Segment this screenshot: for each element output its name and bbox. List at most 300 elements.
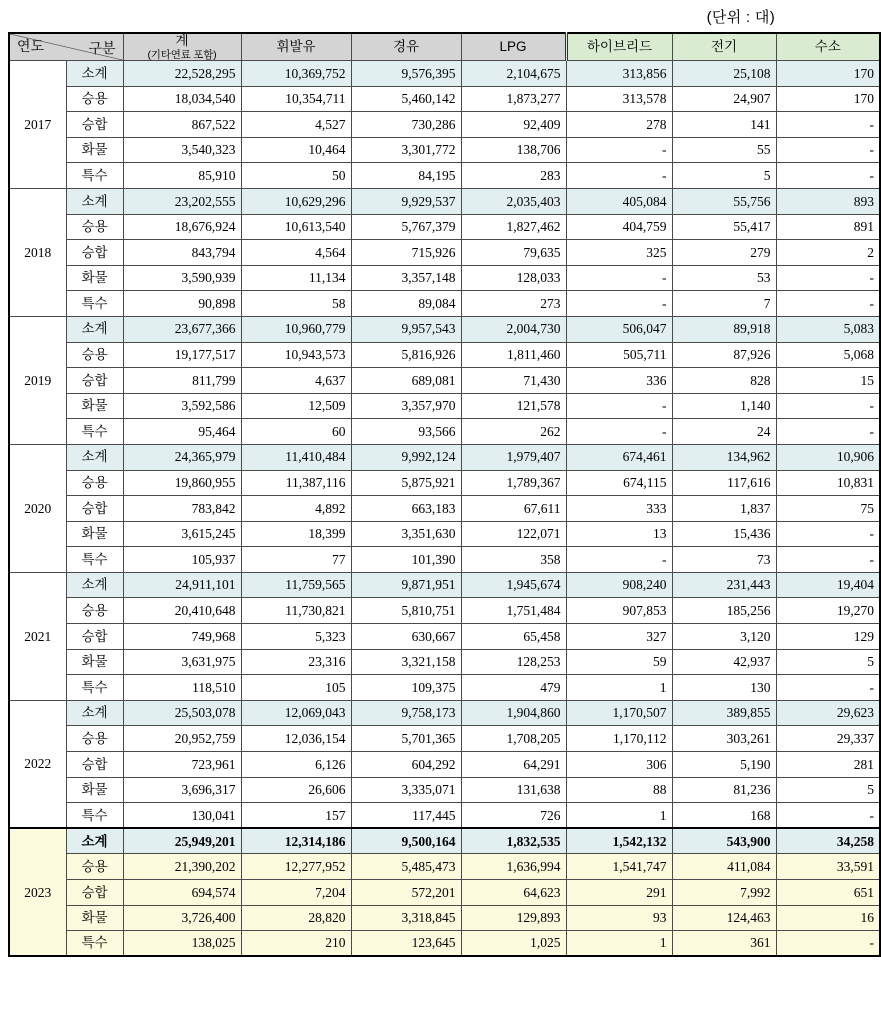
cell-hydrogen: 170	[776, 86, 880, 112]
cell-electric: 24,907	[672, 86, 776, 112]
corner-category-label: 구분	[88, 40, 116, 56]
cell-electric: 117,616	[672, 470, 776, 496]
cell-hybrid: 278	[566, 112, 672, 138]
column-header-lpg: LPG	[461, 33, 566, 61]
cell-hybrid: 59	[566, 649, 672, 675]
cell-hybrid: 1,170,507	[566, 700, 672, 726]
cell-lpg: 64,291	[461, 752, 566, 778]
table-row	[9, 905, 880, 931]
table-row	[9, 86, 880, 112]
cell-total: 3,696,317	[123, 777, 241, 803]
table-row	[9, 854, 880, 880]
category-cell: 화물	[66, 649, 123, 675]
cell-lpg: 1,708,205	[461, 726, 566, 752]
cell-electric: 3,120	[672, 624, 776, 650]
cell-hybrid: 1,170,112	[566, 726, 672, 752]
table-row	[9, 163, 880, 189]
table-row	[9, 214, 880, 240]
cell-hybrid: 336	[566, 368, 672, 394]
cell-electric: 303,261	[672, 726, 776, 752]
category-cell: 특수	[66, 291, 123, 317]
header-row	[9, 33, 880, 61]
category-cell: 승용	[66, 470, 123, 496]
category-cell: 소계	[66, 444, 123, 470]
category-cell: 특수	[66, 803, 123, 829]
cell-diesel: 9,576,395	[351, 61, 461, 87]
cell-electric: 15,436	[672, 521, 776, 547]
year-cell-2023: 2023	[9, 828, 66, 956]
cell-hybrid: 506,047	[566, 316, 672, 342]
year-cell-2020: 2020	[9, 444, 66, 572]
cell-hybrid: 405,084	[566, 188, 672, 214]
cell-electric: 168	[672, 803, 776, 829]
year-cell-2022: 2022	[9, 700, 66, 828]
cell-hydrogen: -	[776, 393, 880, 419]
category-cell: 소계	[66, 188, 123, 214]
cell-electric: 42,937	[672, 649, 776, 675]
table-row	[9, 265, 880, 291]
cell-diesel: 3,335,071	[351, 777, 461, 803]
cell-gasoline: 10,369,752	[241, 61, 351, 87]
category-cell: 소계	[66, 700, 123, 726]
cell-total: 19,177,517	[123, 342, 241, 368]
table-row	[9, 624, 880, 650]
cell-hybrid: -	[566, 265, 672, 291]
cell-hydrogen: 10,831	[776, 470, 880, 496]
category-cell: 승용	[66, 86, 123, 112]
cell-diesel: 715,926	[351, 240, 461, 266]
cell-total: 3,592,586	[123, 393, 241, 419]
cell-lpg: 1,832,535	[461, 828, 566, 854]
table-row	[9, 649, 880, 675]
table-row	[9, 368, 880, 394]
category-cell: 특수	[66, 931, 123, 957]
category-cell: 특수	[66, 675, 123, 701]
cell-total: 105,937	[123, 547, 241, 573]
table-row	[9, 137, 880, 163]
cell-gasoline: 26,606	[241, 777, 351, 803]
cell-gasoline: 11,134	[241, 265, 351, 291]
cell-electric: 231,443	[672, 572, 776, 598]
cell-hydrogen: 10,906	[776, 444, 880, 470]
cell-lpg: 262	[461, 419, 566, 445]
cell-gasoline: 12,277,952	[241, 854, 351, 880]
cell-gasoline: 23,316	[241, 649, 351, 675]
table-row	[9, 828, 880, 854]
cell-hybrid: 1	[566, 931, 672, 957]
column-header-hydrogen: 수소	[776, 33, 880, 61]
cell-gasoline: 210	[241, 931, 351, 957]
cell-gasoline: 58	[241, 291, 351, 317]
table-row	[9, 419, 880, 445]
cell-electric: 5	[672, 163, 776, 189]
category-cell: 소계	[66, 316, 123, 342]
cell-hydrogen: -	[776, 265, 880, 291]
category-cell: 승합	[66, 112, 123, 138]
cell-hydrogen: 129	[776, 624, 880, 650]
cell-hybrid: 13	[566, 521, 672, 547]
cell-gasoline: 10,629,296	[241, 188, 351, 214]
table-row	[9, 777, 880, 803]
cell-electric: 73	[672, 547, 776, 573]
cell-diesel: 3,318,845	[351, 905, 461, 931]
cell-hydrogen: 19,404	[776, 572, 880, 598]
cell-total: 95,464	[123, 419, 241, 445]
cell-diesel: 109,375	[351, 675, 461, 701]
cell-electric: 279	[672, 240, 776, 266]
cell-total: 23,202,555	[123, 188, 241, 214]
category-cell: 소계	[66, 572, 123, 598]
category-cell: 소계	[66, 61, 123, 87]
cell-lpg: 1,904,860	[461, 700, 566, 726]
column-header-total-label: 계	[175, 33, 189, 48]
year-cell-2017: 2017	[9, 61, 66, 189]
table-body	[9, 61, 880, 957]
table-row	[9, 342, 880, 368]
cell-diesel: 3,321,158	[351, 649, 461, 675]
cell-total: 3,590,939	[123, 265, 241, 291]
cell-hydrogen: 15	[776, 368, 880, 394]
cell-diesel: 5,767,379	[351, 214, 461, 240]
unit-caption: (단위 : 대)	[706, 8, 775, 26]
cell-total: 24,365,979	[123, 444, 241, 470]
cell-lpg: 1,945,674	[461, 572, 566, 598]
cell-hybrid: 93	[566, 905, 672, 931]
cell-diesel: 84,195	[351, 163, 461, 189]
category-cell: 특수	[66, 163, 123, 189]
cell-lpg: 1,751,484	[461, 598, 566, 624]
cell-hydrogen: -	[776, 931, 880, 957]
category-cell: 승합	[66, 240, 123, 266]
cell-diesel: 604,292	[351, 752, 461, 778]
category-cell: 승용	[66, 598, 123, 624]
cell-lpg: 1,811,460	[461, 342, 566, 368]
category-cell: 승합	[66, 624, 123, 650]
corner-header-cell	[9, 33, 123, 61]
cell-electric: 361	[672, 931, 776, 957]
cell-lpg: 64,623	[461, 880, 566, 906]
cell-diesel: 689,081	[351, 368, 461, 394]
cell-lpg: 79,635	[461, 240, 566, 266]
table-row	[9, 803, 880, 829]
cell-total: 3,540,323	[123, 137, 241, 163]
category-cell: 특수	[66, 547, 123, 573]
table-row	[9, 700, 880, 726]
cell-gasoline: 10,960,779	[241, 316, 351, 342]
category-cell: 화물	[66, 393, 123, 419]
cell-hydrogen: 16	[776, 905, 880, 931]
table-row	[9, 496, 880, 522]
year-cell-2018: 2018	[9, 188, 66, 316]
cell-total: 20,410,648	[123, 598, 241, 624]
cell-hybrid: 306	[566, 752, 672, 778]
cell-electric: 130	[672, 675, 776, 701]
cell-gasoline: 11,410,484	[241, 444, 351, 470]
cell-hydrogen: 170	[776, 61, 880, 87]
category-cell: 승용	[66, 854, 123, 880]
table-row	[9, 547, 880, 573]
table-row	[9, 291, 880, 317]
cell-total: 118,510	[123, 675, 241, 701]
cell-hydrogen: 5,068	[776, 342, 880, 368]
column-header-total	[123, 33, 241, 61]
cell-diesel: 5,460,142	[351, 86, 461, 112]
cell-gasoline: 4,564	[241, 240, 351, 266]
cell-hybrid: 325	[566, 240, 672, 266]
cell-total: 694,574	[123, 880, 241, 906]
cell-total: 21,390,202	[123, 854, 241, 880]
cell-hydrogen: 891	[776, 214, 880, 240]
cell-hydrogen: 5	[776, 777, 880, 803]
cell-lpg: 129,893	[461, 905, 566, 931]
cell-total: 867,522	[123, 112, 241, 138]
cell-electric: 134,962	[672, 444, 776, 470]
cell-diesel: 9,929,537	[351, 188, 461, 214]
cell-hybrid: -	[566, 291, 672, 317]
table-row	[9, 240, 880, 266]
column-header-gasoline: 휘발유	[241, 33, 351, 61]
table-row	[9, 880, 880, 906]
cell-electric: 7,992	[672, 880, 776, 906]
cell-gasoline: 105	[241, 675, 351, 701]
table-row	[9, 470, 880, 496]
cell-hydrogen: 33,591	[776, 854, 880, 880]
cell-electric: 55,417	[672, 214, 776, 240]
cell-gasoline: 11,759,565	[241, 572, 351, 598]
cell-lpg: 65,458	[461, 624, 566, 650]
corner-year-label: 연도	[17, 38, 45, 54]
column-header-hybrid: 하이브리드	[566, 33, 672, 61]
year-cell-2019: 2019	[9, 316, 66, 444]
cell-electric: 24	[672, 419, 776, 445]
table-row	[9, 931, 880, 957]
cell-hybrid: 88	[566, 777, 672, 803]
cell-total: 20,952,759	[123, 726, 241, 752]
cell-lpg: 67,611	[461, 496, 566, 522]
cell-electric: 55	[672, 137, 776, 163]
cell-hybrid: 313,578	[566, 86, 672, 112]
cell-lpg: 1,827,462	[461, 214, 566, 240]
cell-gasoline: 4,527	[241, 112, 351, 138]
cell-electric: 81,236	[672, 777, 776, 803]
table-row	[9, 112, 880, 138]
cell-electric: 1,140	[672, 393, 776, 419]
cell-total: 138,025	[123, 931, 241, 957]
cell-hybrid: -	[566, 547, 672, 573]
category-cell: 승용	[66, 214, 123, 240]
cell-hybrid: 674,461	[566, 444, 672, 470]
cell-hybrid: 291	[566, 880, 672, 906]
category-cell: 화물	[66, 137, 123, 163]
category-cell: 화물	[66, 777, 123, 803]
cell-lpg: 726	[461, 803, 566, 829]
year-cell-2021: 2021	[9, 572, 66, 700]
cell-hybrid: -	[566, 419, 672, 445]
cell-lpg: 128,033	[461, 265, 566, 291]
cell-hydrogen: 893	[776, 188, 880, 214]
cell-total: 85,910	[123, 163, 241, 189]
cell-gasoline: 4,892	[241, 496, 351, 522]
cell-diesel: 9,871,951	[351, 572, 461, 598]
cell-total: 749,968	[123, 624, 241, 650]
cell-hybrid: 505,711	[566, 342, 672, 368]
cell-hydrogen: -	[776, 675, 880, 701]
cell-hydrogen: 5,083	[776, 316, 880, 342]
cell-diesel: 89,084	[351, 291, 461, 317]
category-cell: 승합	[66, 368, 123, 394]
cell-diesel: 9,758,173	[351, 700, 461, 726]
cell-gasoline: 10,613,540	[241, 214, 351, 240]
cell-total: 19,860,955	[123, 470, 241, 496]
cell-diesel: 5,875,921	[351, 470, 461, 496]
cell-hydrogen: 2	[776, 240, 880, 266]
cell-electric: 53	[672, 265, 776, 291]
cell-diesel: 3,301,772	[351, 137, 461, 163]
cell-lpg: 138,706	[461, 137, 566, 163]
cell-hybrid: 333	[566, 496, 672, 522]
table-row	[9, 675, 880, 701]
cell-electric: 543,900	[672, 828, 776, 854]
cell-lpg: 2,035,403	[461, 188, 566, 214]
cell-diesel: 9,992,124	[351, 444, 461, 470]
table-row	[9, 598, 880, 624]
cell-gasoline: 50	[241, 163, 351, 189]
cell-electric: 89,918	[672, 316, 776, 342]
cell-lpg: 2,004,730	[461, 316, 566, 342]
cell-electric: 411,084	[672, 854, 776, 880]
cell-hybrid: 404,759	[566, 214, 672, 240]
cell-lpg: 1,979,407	[461, 444, 566, 470]
cell-diesel: 123,645	[351, 931, 461, 957]
cell-total: 25,949,201	[123, 828, 241, 854]
cell-total: 23,677,366	[123, 316, 241, 342]
cell-total: 22,528,295	[123, 61, 241, 87]
cell-lpg: 71,430	[461, 368, 566, 394]
cell-electric: 5,190	[672, 752, 776, 778]
cell-hydrogen: 281	[776, 752, 880, 778]
cell-total: 783,842	[123, 496, 241, 522]
cell-diesel: 730,286	[351, 112, 461, 138]
cell-lpg: 121,578	[461, 393, 566, 419]
category-cell: 특수	[66, 419, 123, 445]
cell-hydrogen: 29,623	[776, 700, 880, 726]
category-cell: 화물	[66, 905, 123, 931]
cell-lpg: 358	[461, 547, 566, 573]
cell-total: 843,794	[123, 240, 241, 266]
cell-lpg: 283	[461, 163, 566, 189]
cell-hydrogen: -	[776, 803, 880, 829]
cell-electric: 828	[672, 368, 776, 394]
cell-lpg: 1,636,994	[461, 854, 566, 880]
cell-gasoline: 18,399	[241, 521, 351, 547]
cell-diesel: 3,351,630	[351, 521, 461, 547]
table-row	[9, 61, 880, 87]
table-row	[9, 393, 880, 419]
cell-total: 18,676,924	[123, 214, 241, 240]
table-row	[9, 188, 880, 214]
cell-total: 811,799	[123, 368, 241, 394]
cell-lpg: 273	[461, 291, 566, 317]
cell-electric: 25,108	[672, 61, 776, 87]
cell-electric: 55,756	[672, 188, 776, 214]
cell-hybrid: 674,115	[566, 470, 672, 496]
cell-hybrid: 1	[566, 675, 672, 701]
cell-gasoline: 10,943,573	[241, 342, 351, 368]
cell-total: 3,615,245	[123, 521, 241, 547]
cell-gasoline: 157	[241, 803, 351, 829]
cell-hydrogen: -	[776, 163, 880, 189]
cell-hydrogen: -	[776, 137, 880, 163]
cell-lpg: 131,638	[461, 777, 566, 803]
column-header-diesel: 경유	[351, 33, 461, 61]
cell-total: 18,034,540	[123, 86, 241, 112]
cell-total: 90,898	[123, 291, 241, 317]
table-row	[9, 444, 880, 470]
vehicle-registration-table	[8, 32, 881, 957]
cell-gasoline: 10,464	[241, 137, 351, 163]
cell-hydrogen: 34,258	[776, 828, 880, 854]
cell-gasoline: 12,509	[241, 393, 351, 419]
cell-electric: 141	[672, 112, 776, 138]
cell-lpg: 479	[461, 675, 566, 701]
cell-diesel: 663,183	[351, 496, 461, 522]
category-cell: 화물	[66, 521, 123, 547]
cell-hybrid: 1,542,132	[566, 828, 672, 854]
cell-hybrid: 908,240	[566, 572, 672, 598]
cell-electric: 1,837	[672, 496, 776, 522]
cell-total: 3,631,975	[123, 649, 241, 675]
table-row	[9, 726, 880, 752]
cell-hybrid: -	[566, 163, 672, 189]
cell-hydrogen: 29,337	[776, 726, 880, 752]
cell-lpg: 1,025	[461, 931, 566, 957]
cell-diesel: 9,957,543	[351, 316, 461, 342]
cell-hydrogen: 5	[776, 649, 880, 675]
cell-diesel: 572,201	[351, 880, 461, 906]
column-header-total-sublabel: (기타연료 포함)	[147, 48, 217, 61]
cell-total: 723,961	[123, 752, 241, 778]
cell-electric: 185,256	[672, 598, 776, 624]
cell-gasoline: 11,387,116	[241, 470, 351, 496]
cell-gasoline: 12,314,186	[241, 828, 351, 854]
cell-hydrogen: -	[776, 547, 880, 573]
cell-gasoline: 5,323	[241, 624, 351, 650]
cell-hydrogen: -	[776, 112, 880, 138]
cell-gasoline: 10,354,711	[241, 86, 351, 112]
cell-gasoline: 28,820	[241, 905, 351, 931]
cell-gasoline: 11,730,821	[241, 598, 351, 624]
cell-lpg: 122,071	[461, 521, 566, 547]
category-cell: 승용	[66, 342, 123, 368]
category-cell: 화물	[66, 265, 123, 291]
cell-diesel: 101,390	[351, 547, 461, 573]
cell-diesel: 630,667	[351, 624, 461, 650]
cell-gasoline: 12,069,043	[241, 700, 351, 726]
cell-hybrid: 1	[566, 803, 672, 829]
table-header	[9, 33, 880, 61]
category-cell: 소계	[66, 828, 123, 854]
cell-diesel: 5,810,751	[351, 598, 461, 624]
cell-total: 130,041	[123, 803, 241, 829]
cell-electric: 389,855	[672, 700, 776, 726]
unit-caption-row	[8, 0, 779, 32]
cell-diesel: 5,701,365	[351, 726, 461, 752]
cell-electric: 87,926	[672, 342, 776, 368]
category-cell: 승합	[66, 496, 123, 522]
cell-total: 25,503,078	[123, 700, 241, 726]
cell-diesel: 93,566	[351, 419, 461, 445]
cell-hybrid: 1,541,747	[566, 854, 672, 880]
